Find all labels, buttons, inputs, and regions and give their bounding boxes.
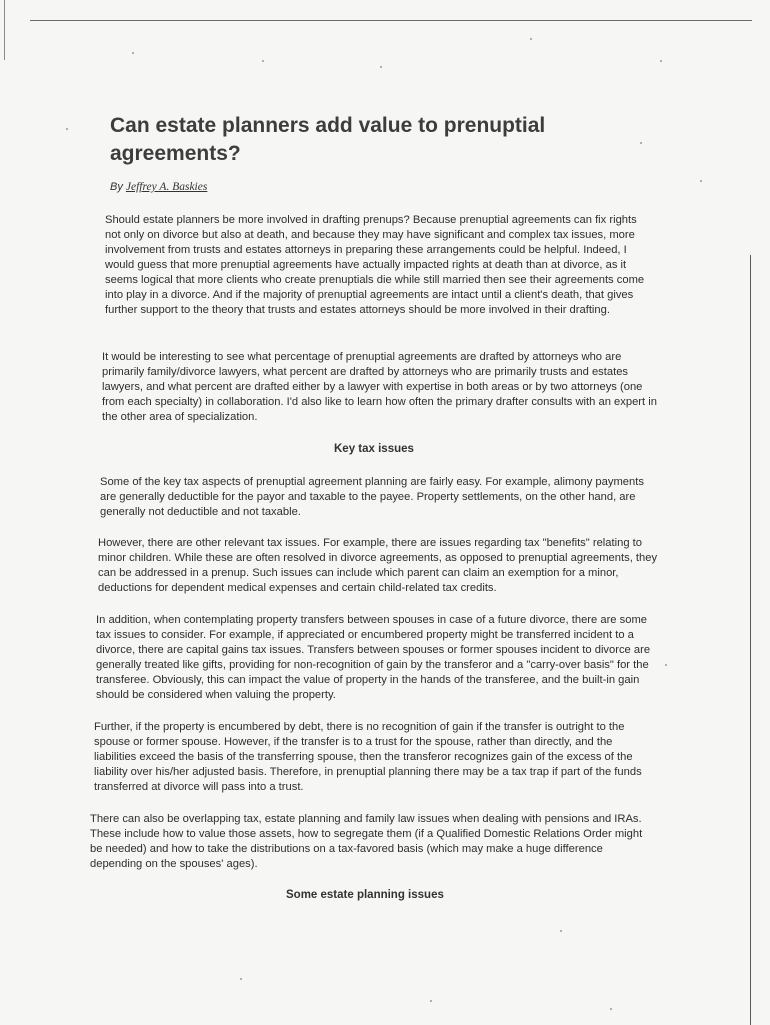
heading-estate-planning-issues: Some estate planning issues [286,889,444,901]
paragraph-3: Some of the key tax aspects of prenuptial agreement planning are fairly easy. For example, alimony payments are generally deductible for the payor and taxable to the payee. Property settlements, on the other hand, are generally not deductible and not taxable. [100,476,644,518]
top-rule [30,20,752,21]
scan-speck [610,1008,612,1010]
article-title: Can estate planners add value to prenuptial agreements? [110,114,546,165]
scan-speck [530,38,532,40]
scan-speck [430,1000,432,1002]
paragraph-7: There can also be overlapping tax, estate planning and family law issues when dealing with pensions and IRAs. These include how to value those assets, how to segregate them (if a Qualified Domestic Relations Order might be needed) and how to take the distributions on a tax-favored basis (which may make a huge difference depending on the spouses' ages). [90,813,643,870]
scan-speck [240,978,242,980]
author-name: Jeffrey A. Baskies [125,181,208,193]
scan-speck [660,60,662,62]
scan-edge-right [750,255,751,1025]
scan-speck [132,52,134,54]
byline [110,181,207,193]
paragraph-1: Should estate planners be more involved in drafting prenups? Because prenuptial agreements can fix rights not only on divorce but also at death, and because they may have significant and complex tax issues, more involvement from trusts and estates attorneys in preparing these arrangements could be helpful. Indeed, I would guess that more prenuptial agreements have actually impacted rights at death than at divorce, as it seems logical that more clients who create prenuptials die while still married then see their agreements come into play in a divorce. And if the majority of prenuptial agreements are intact until a client's death, that gives further support to the theory that trusts and estates attorneys should be more involved in their drafting. [105,214,645,316]
scan-speck [700,180,702,182]
heading-key-tax-issues: Key tax issues [334,443,414,455]
scan-speck [262,60,264,62]
paragraph-6: Further, if the property is encumbered by debt, there is no recognition of gain if the transfer is outright to the spouse or former spouse. However, if the transfer is to a trust for the spouse, rather than directly, and the liabilities exceed the basis of the transferring spouse, then the transferor recognizes gain of the excess of the liability over his/her adjusted basis. Therefore, in prenuptial planning there may be a tax trap if part of the funds transferred at divorce will pass into a trust. [94,721,642,793]
byline-prefix: By [110,181,126,193]
paragraph-2: It would be interesting to see what percentage of prenuptial agreements are drafted by attorneys who are primarily family/divorce lawyers, what percent are drafted by attorneys who are primarily trusts and estates lawyers, and what percent are drafted either by a lawyer with expertise in both areas or by two attorneys (one from each specialty) in collaboration. I'd also like to learn how often the primary drafter consults with an expert in the other area of specialization. [102,351,657,423]
paragraph-4: However, there are other relevant tax issues. For example, there are issues regarding tax "benefits" relating to minor children. While these are often resolved in divorce agreements, as opposed to prenuptial agreements, they can be addressed in a prenup. Such issues can include which parent can claim an exemption for a minor, deductions for dependent medical expenses and certain child-related tax credits. [98,537,658,594]
scan-edge-left [4,0,5,60]
scan-speck [640,142,642,144]
scan-speck [380,66,382,68]
paragraph-5: In addition, when contemplating property transfers between spouses in case of a future divorce, there are some tax issues to consider. For example, if appreciated or encumbered property might be transferred incident to a divorce, there are capital gains tax issues. Transfers between spouses or former spouses incident to divorce are generally treated like gifts, providing for non-recognition of gain by the transferor and a "carry-over basis" for the transferee. Obviously, this can impact the value of property in the hands of the transferee, and the built-in gain should be considered when valuing the property. [96,614,651,701]
scan-speck [665,664,667,666]
scan-speck [66,128,68,130]
scan-speck [560,930,562,932]
